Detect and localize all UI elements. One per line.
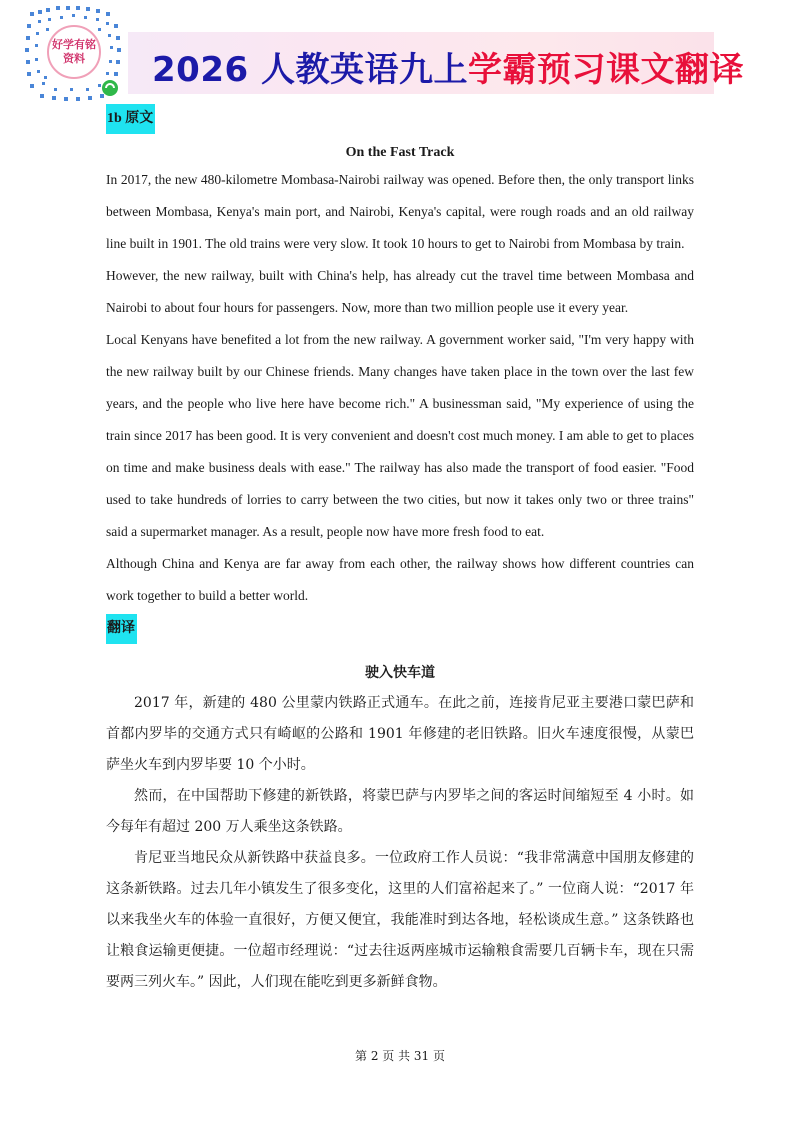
english-paragraph: In 2017, the new 480-kilometre Mombasa-Nairobi railway was opened. Before then, the only transport links between Mombasa, Kenya's main port, and Nairobi, Kenya's capital, were rough roads and an old railway line built in 1901. The old trains were very slow. It took 10 hours to get to Nairobi from Mombasa by train. xyxy=(106,172,694,251)
banner-title-part1: 2026 人教英语九上 xyxy=(152,50,468,90)
section-label-original: 1b 原文 xyxy=(106,104,155,134)
english-article xyxy=(106,164,694,612)
page-header xyxy=(22,2,744,104)
title-banner xyxy=(128,32,744,94)
english-paragraph: However, the new railway, built with China's help, has already cut the travel time between Mombasa and Nairobi to about four hours for passengers. Now, more than two million people use it every year. xyxy=(106,268,694,315)
banner-title-part2: 学霸预习课文翻译 xyxy=(467,50,744,90)
english-paragraph: Although China and Kenya are far away from each other, the railway shows how different countries can work together to build a better world. xyxy=(106,556,694,603)
banner-title xyxy=(152,42,744,91)
page-number: 第 2 页 共 31 页 xyxy=(355,1049,445,1063)
translation-title: 驶入快车道 xyxy=(365,665,435,681)
logo-text: 好学有铭资料 xyxy=(52,38,96,65)
chinese-paragraph: 然而，在中国帮助下修建的新铁路，将蒙巴萨与内罗毕之间的客运时间缩短至 4 小时。如今每年有超过 200 万人乘坐这条铁路。 xyxy=(106,788,694,835)
english-paragraph: Local Kenyans have benefited a lot from the new railway. A government worker said, "I'm very happy with the new railway built by our Chinese friends. Many changes have taken place in the town over the last few years, and the people who live here have become rich." A businessman said, "My experience of using the train since 2017 has been good. It is very convenient and doesn't cost much money. I am able to get to places on time and make business deals with ease." The railway has also made the transport of food easier. "Food used to take hundreds of lorries to carry between the two cities, but now it takes only two or three trains" said a supermarket manager. As a result, people now have more fresh food to eat. xyxy=(106,332,694,539)
page-content xyxy=(106,104,694,998)
section-label-translation: 翻译 xyxy=(106,614,137,644)
chinese-paragraph: 肯尼亚当地民众从新铁路中获益良多。一位政府工作人员说：“我非常满意中国朋友修建的这条新铁路。过去几年小镇发生了很多变化，这里的人们富裕起来了。” 一位商人说：“2017 年以来我坐火车的体验一直很好，方便又便宜，我能准时到达各地，轻松谈成生意。” 这条铁路也让粮食运输更便捷。一位超市经理说：“过去往返两座城市运输粮食需要几百辆卡车，现在只需要两三列火车。” 因此，人们现在能吃到更多新鲜食物。 xyxy=(106,850,694,990)
article-title: On the Fast Track xyxy=(345,145,455,160)
chinese-paragraph: 2017 年，新建的 480 公里蒙内铁路正式通车。在此之前，连接肯尼亚主要港口蒙巴萨和首都内罗毕的交通方式只有崎岖的公路和 1901 年修建的老旧铁路。旧火车速度很慢，从蒙巴萨坐火车到内罗毕要 10 个小时。 xyxy=(106,695,694,773)
chinese-translation xyxy=(106,688,694,998)
